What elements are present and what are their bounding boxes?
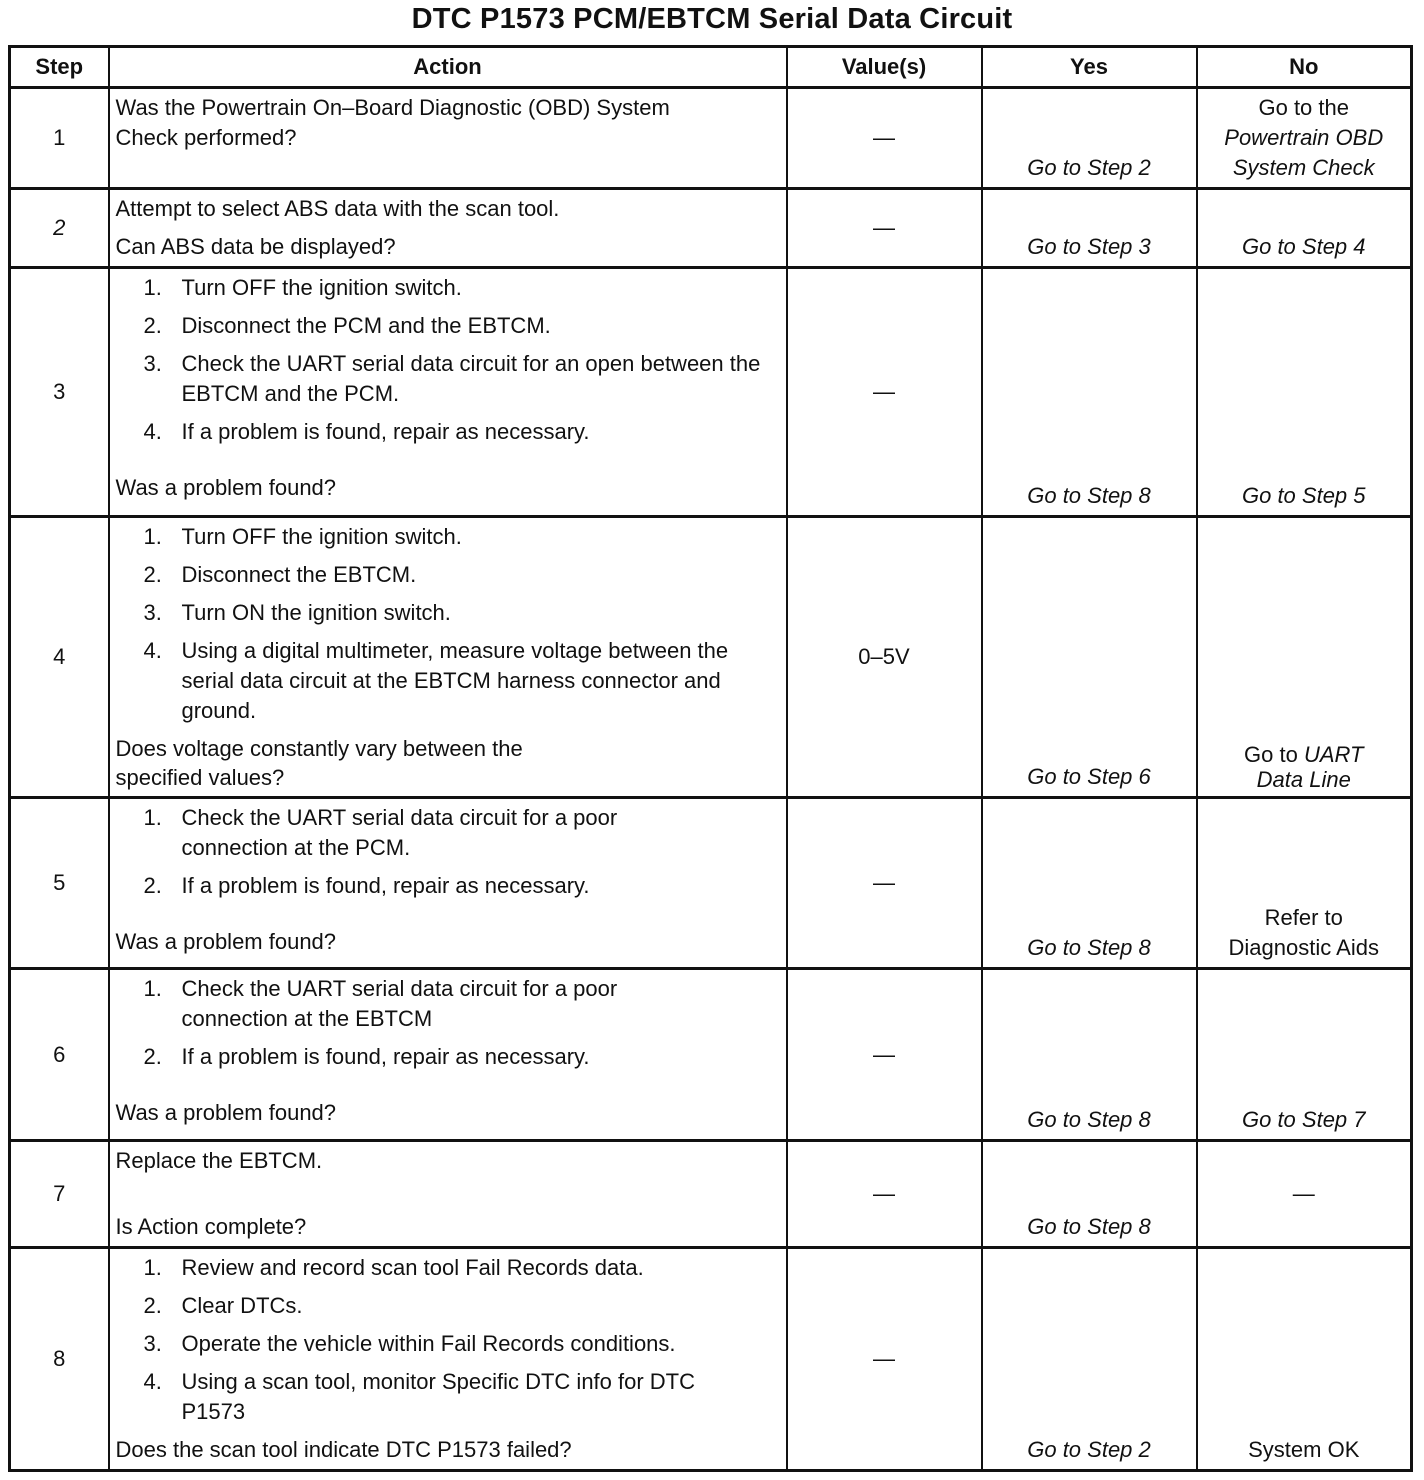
value-cell: — (787, 798, 982, 969)
yes-cell: Go to Step 8 (982, 969, 1197, 1141)
action-cell (109, 798, 787, 969)
table-row (10, 798, 1412, 969)
no-text: Refer to (1264, 905, 1343, 930)
action-cell (109, 189, 787, 268)
action-steps (116, 803, 780, 901)
list-item: 4. Using a digital multimeter, measure voltage between the serial data circuit at the EBTCM harness connector and ground. (143, 638, 729, 723)
table-row (10, 88, 1412, 189)
step-number: 5 (10, 798, 109, 969)
no-text: Diagnostic Aids (1228, 935, 1379, 960)
no-text: Go to UART (1244, 742, 1364, 767)
list-item: 4. Using a scan tool, monitor Specific DTC info for DTC P1573 (143, 1369, 696, 1424)
header-no: No (1197, 47, 1412, 88)
list-item: 1. Turn OFF the ignition switch. (143, 524, 462, 549)
table-row (10, 1141, 1412, 1248)
action-steps (116, 522, 780, 726)
value-cell: — (787, 189, 982, 268)
no-cell: Go to Step 7 (1197, 969, 1412, 1141)
value-cell: — (787, 969, 982, 1141)
action-text: Was the Powertrain On–Board Diagnostic (OBD) System (115, 95, 670, 120)
no-cell: — (1197, 1141, 1412, 1248)
step-number: 3 (10, 268, 109, 517)
header-values: Value(s) (787, 47, 982, 88)
list-item: 1. Review and record scan tool Fail Records data. (143, 1255, 644, 1280)
action-text: Attempt to select ABS data with the scan tool. (115, 196, 560, 221)
page-title: DTC P1573 PCM/EBTCM Serial Data Circuit (411, 3, 1013, 35)
action-cell (109, 268, 787, 517)
no-cell (1197, 798, 1412, 969)
list-item: 1. Check the UART serial data circuit for a poor connection at the PCM. (143, 805, 618, 860)
list-item: 2. Clear DTCs. (143, 1293, 303, 1318)
list-item: 1. Turn OFF the ignition switch. (143, 275, 462, 300)
action-question: Does the scan tool indicate DTC P1573 failed? (115, 1437, 572, 1462)
action-question: Was a problem found? (115, 929, 337, 954)
action-cell (109, 517, 787, 798)
step-number: 6 (10, 969, 109, 1141)
list-item: 2. If a problem is found, repair as necessary. (143, 873, 590, 898)
list-item: 2. Disconnect the PCM and the EBTCM. (143, 313, 551, 338)
yes-cell: Go to Step 2 (982, 1248, 1197, 1471)
table-row (10, 189, 1412, 268)
step-number: 7 (10, 1141, 109, 1248)
no-cell: Go to Step 4 (1197, 189, 1412, 268)
value-cell: — (787, 1248, 982, 1471)
action-question: Does voltage constantly vary between the specified values? (115, 736, 523, 790)
list-item: 2. If a problem is found, repair as necessary. (143, 1044, 590, 1069)
action-steps (116, 974, 780, 1072)
list-item: 1. Check the UART serial data circuit for a poor connection at the EBTCM (143, 976, 618, 1031)
value-cell: 0–5V (787, 517, 982, 798)
action-question: Can ABS data be displayed? (115, 234, 396, 259)
action-question: Was a problem found? (115, 1100, 337, 1125)
header-action: Action (109, 47, 787, 88)
yes-cell: Go to Step 3 (982, 189, 1197, 268)
list-item: 3. Check the UART serial data circuit for an open between the EBTCM and the PCM. (143, 351, 761, 406)
yes-cell: Go to Step 8 (982, 798, 1197, 969)
list-item: 3. Turn ON the ignition switch. (143, 600, 451, 625)
yes-cell: Go to Step 8 (982, 1141, 1197, 1248)
yes-cell: Go to Step 2 (982, 88, 1197, 189)
list-item: 3. Operate the vehicle within Fail Records conditions. (143, 1331, 676, 1356)
no-link-text: Powertrain OBD (1224, 125, 1384, 150)
header-yes: Yes (982, 47, 1197, 88)
action-question: Was a problem found? (115, 475, 337, 500)
action-cell (109, 969, 787, 1141)
no-cell (1197, 88, 1412, 189)
table-row (10, 268, 1412, 517)
action-steps (116, 1253, 780, 1427)
no-cell (1197, 517, 1412, 798)
action-question: Is Action complete? (115, 1214, 307, 1239)
no-cell: System OK (1197, 1248, 1412, 1471)
table-row (10, 969, 1412, 1141)
step-number: 1 (10, 88, 109, 189)
table-header-row (10, 47, 1412, 88)
no-cell: Go to Step 5 (1197, 268, 1412, 517)
diagnostic-table (8, 45, 1413, 1472)
step-number: 2 (10, 189, 109, 268)
table-row (10, 517, 1412, 798)
value-cell: — (787, 1141, 982, 1248)
value-cell: — (787, 88, 982, 189)
action-text: Check performed? (115, 125, 297, 150)
no-link-text: System Check (1232, 155, 1375, 180)
action-steps (116, 273, 780, 447)
step-number: 8 (10, 1248, 109, 1471)
list-item: 4. If a problem is found, repair as necessary. (143, 419, 590, 444)
step-number: 4 (10, 517, 109, 798)
action-cell (109, 1141, 787, 1248)
yes-cell: Go to Step 6 (982, 517, 1197, 798)
header-step: Step (10, 47, 109, 88)
no-text: Go to the (1258, 95, 1349, 120)
action-cell (109, 1248, 787, 1471)
list-item: 2. Disconnect the EBTCM. (143, 562, 417, 587)
action-text: Replace the EBTCM. (115, 1148, 323, 1173)
yes-cell: Go to Step 8 (982, 268, 1197, 517)
table-row (10, 1248, 1412, 1471)
no-link-text: Data Line (1256, 767, 1351, 792)
action-cell (109, 88, 787, 189)
value-cell: — (787, 268, 982, 517)
